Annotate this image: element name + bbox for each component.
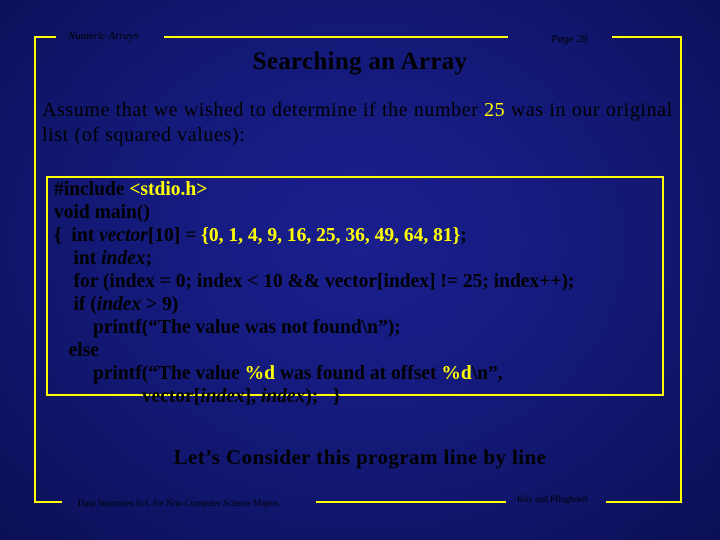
intro-highlight-number: 25 — [484, 99, 506, 121]
code-line: printf(“The value %d was found at offset %d\n”, — [54, 363, 503, 384]
frame-top-right — [612, 36, 682, 38]
frame-bottom-middle — [316, 501, 506, 503]
intro-after: was in our original list (of squared values): — [42, 99, 673, 146]
code-line: vector[index], index); } — [54, 386, 341, 407]
intro-before: Assume that we wished to determine if the number — [42, 99, 485, 121]
frame-top-left — [34, 36, 56, 38]
frame-left — [34, 36, 36, 503]
code-line: if (index > 9) — [54, 294, 179, 315]
page-number: Page 28 — [551, 33, 588, 45]
intro-text — [42, 98, 692, 148]
frame-bottom-right — [606, 501, 682, 503]
code-line: #include <stdio.h> — [54, 179, 208, 200]
code-listing — [54, 178, 574, 408]
course-name: Data Structures in C for Non-Computer Science Majors — [78, 498, 279, 508]
section-label: Numeric Arrays — [68, 30, 139, 42]
frame-top-middle — [164, 36, 508, 38]
code-line: for (index = 0; index < 10 && vector[index] != 25; index++); — [54, 271, 575, 292]
footer-message: Let’s Consider this program line by line — [173, 445, 547, 469]
code-line: void main() — [54, 202, 150, 223]
authors: Kirs and Pflughoeft — [517, 494, 588, 504]
code-line: int index; — [54, 248, 153, 269]
code-line: printf(“The value was not found\n”); — [54, 317, 401, 338]
slide-title: Searching an Array — [252, 48, 468, 75]
code-line: else — [54, 340, 99, 361]
code-line: { int vector[10] = {0, 1, 4, 9, 16, 25, 36, 49, 64, 81}; — [54, 225, 467, 246]
frame-bottom-left — [34, 501, 62, 503]
